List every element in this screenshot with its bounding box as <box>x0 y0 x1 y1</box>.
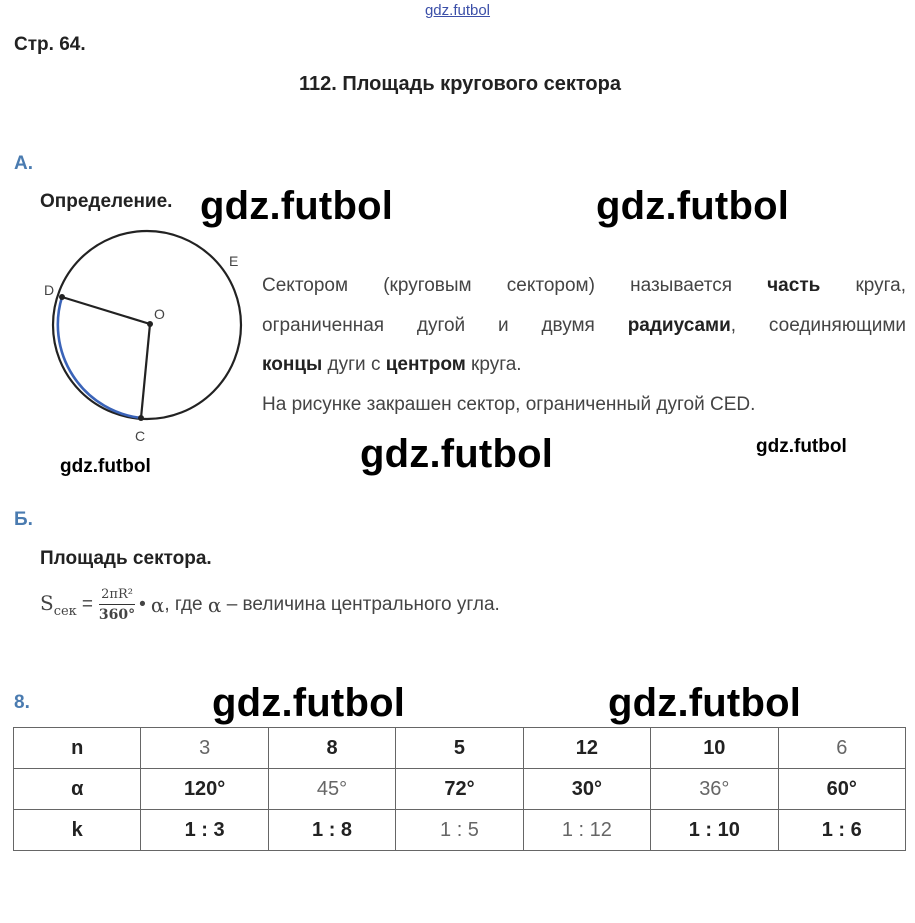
radius-oc <box>141 324 150 418</box>
section-b-label: Б. <box>14 509 33 530</box>
formula-alpha: α <box>150 593 165 617</box>
formula-alpha-2: α <box>207 593 222 617</box>
table-cell: 60° <box>778 769 905 810</box>
circle-outline <box>53 231 241 419</box>
table-cell: 10 <box>651 728 778 769</box>
sector-arc <box>58 297 141 418</box>
watermark: gdz.futbol <box>200 184 394 228</box>
definition-text <box>262 266 906 424</box>
table-cell: 1 : 6 <box>778 810 905 851</box>
label-c: C <box>135 428 146 444</box>
formula-numerator: 2πR² <box>99 587 135 605</box>
watermark: gdz.futbol <box>60 456 151 477</box>
sector-area-formula <box>40 587 500 623</box>
definition-line-4: На рисунке закрашен сектор, ограниченный дугой CED. <box>262 393 756 415</box>
section-8-label: 8. <box>14 692 30 713</box>
section-title: 112. Площадь кругового сектора <box>298 73 621 95</box>
definition-line-3: концы дуги с центром круга. <box>262 354 522 375</box>
table-row <box>14 810 906 851</box>
label-d: D <box>44 282 55 298</box>
formula-denominator: 360° <box>98 607 136 623</box>
watermark: gdz.futbol <box>608 681 802 725</box>
definition-label: Определение. <box>40 191 173 212</box>
formula-bullet: • <box>139 594 146 615</box>
table-cell: 1 : 10 <box>651 810 778 851</box>
watermark: gdz.futbol <box>756 436 847 457</box>
point-d <box>59 294 65 300</box>
watermark: gdz.futbol <box>596 184 790 228</box>
table-cell: 5 <box>396 728 523 769</box>
label-o: O <box>154 306 165 322</box>
table-cell: 30° <box>523 769 650 810</box>
section-a-label: А. <box>14 153 33 174</box>
table-row <box>14 728 906 769</box>
area-label: Площадь сектора. <box>40 548 212 569</box>
formula-fraction <box>99 587 135 623</box>
row-header: k <box>14 810 141 851</box>
table-cell: 12 <box>523 728 650 769</box>
sector-figure <box>40 225 250 455</box>
center-point <box>147 321 153 327</box>
table-cell: 72° <box>396 769 523 810</box>
table-cell: 1 : 5 <box>396 810 523 851</box>
definition-line-2: ограниченная дугой и двумя радиусами, соединяющими <box>262 314 906 336</box>
table-cell: 1 : 8 <box>268 810 395 851</box>
radius-od <box>62 297 150 324</box>
watermark: gdz.futbol <box>360 432 554 476</box>
table-cell: 45° <box>268 769 395 810</box>
point-c <box>138 415 144 421</box>
table-row <box>14 769 906 810</box>
formula-text-2: – величина центрального угла. <box>221 594 500 615</box>
row-header: n <box>14 728 141 769</box>
table-cell: 6 <box>778 728 905 769</box>
table-cell: 8 <box>268 728 395 769</box>
data-table <box>13 727 906 851</box>
table-cell: 1 : 12 <box>523 810 650 851</box>
formula-text-1: , где <box>164 594 208 615</box>
formula-equals: = <box>81 594 93 615</box>
label-e: E <box>229 253 239 269</box>
definition-line-1: Сектором (круговым сектором) называется часть круга, <box>262 275 907 296</box>
watermark-top[interactable]: gdz.futbol <box>424 2 491 19</box>
page-reference: Стр. 64. <box>14 34 86 55</box>
table-cell: 3 <box>141 728 268 769</box>
row-header: α <box>14 769 141 810</box>
formula-s: $S_{сек}$ <box>40 591 77 619</box>
watermark: gdz.futbol <box>212 681 406 725</box>
table-cell: 120° <box>141 769 268 810</box>
table-cell: 1 : 3 <box>141 810 268 851</box>
table-cell: 36° <box>651 769 778 810</box>
